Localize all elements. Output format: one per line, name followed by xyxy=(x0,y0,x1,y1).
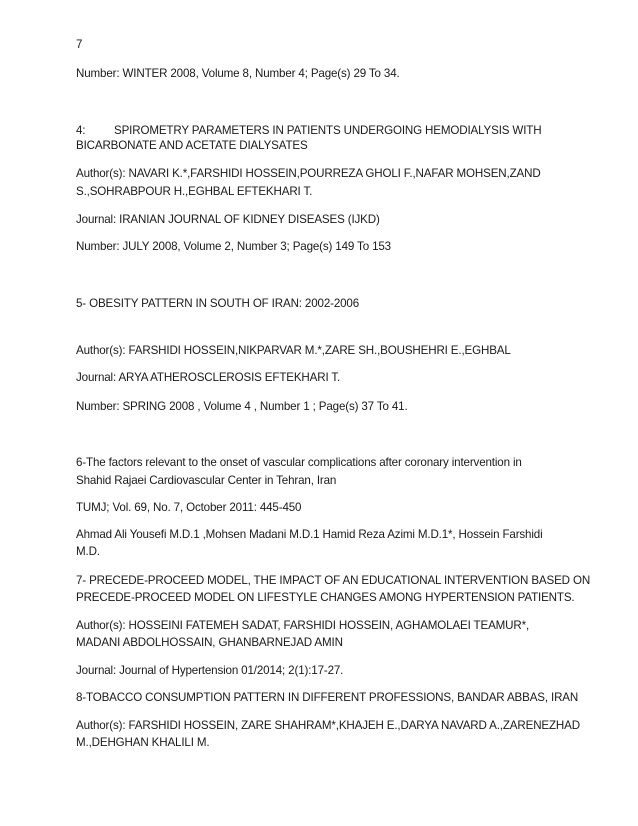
entry8-authors-line2: M.,DEHGHAN KHALILI M. xyxy=(76,736,210,749)
entry6-authors-line1: Ahmad Ali Yousefi M.D.1 ,Mohsen Madani M.D.1 Hamid Reza Azimi M.D.1*, Hossein Farshidi xyxy=(76,528,543,541)
entry7-journal: Journal: Journal of Hypertension 01/2014; 2(1):17-27. xyxy=(76,664,344,677)
entry3-number: Number: WINTER 2008, Volume 8, Number 4; Page(s) 29 To 34. xyxy=(76,67,400,80)
entry4-title-line1 xyxy=(76,124,541,138)
entry4-number: Number: JULY 2008, Volume 2, Number 3; Page(s) 149 To 153 xyxy=(76,240,391,253)
entry5-authors: Author(s): FARSHIDI HOSSEIN,NIKPARVAR M.*,ZARE SH.,BOUSHEHRI E.,EGHBAL xyxy=(76,344,511,357)
entry7-authors-line2: MADANI ABDOLHOSSAIN, GHANBARNEJAD AMIN xyxy=(76,636,343,649)
entry6-title-line2: Shahid Rajaei Cardiovascular Center in Tehran, Iran xyxy=(76,474,337,487)
page-number: 7 xyxy=(76,38,83,51)
entry4-journal: Journal: IRANIAN JOURNAL OF KIDNEY DISEASES (IJKD) xyxy=(76,213,380,226)
entry6-title-line1: 6-The factors relevant to the onset of vascular complications after coronary intervention in xyxy=(76,456,522,469)
entry7-authors-line1: Author(s): HOSSEINI FATEMEH SADAT, FARSHIDI HOSSEIN, AGHAMOLAEI TEAMUR*, xyxy=(76,619,530,632)
entry6-authors-line2: M.D. xyxy=(76,545,100,558)
entry4-authors-line1: Author(s): NAVARI K.*,FARSHIDI HOSSEIN,POURREZA GHOLI F.,NAFAR MOHSEN,ZAND xyxy=(76,167,541,180)
entry5-title: 5- OBESITY PATTERN IN SOUTH OF IRAN: 2002-2006 xyxy=(76,297,360,310)
entry4-title-text: SPIROMETRY PARAMETERS IN PATIENTS UNDERGOING HEMODIALYSIS WITH xyxy=(114,124,542,137)
entry4-title-line2: BICARBONATE AND ACETATE DIALYSATES xyxy=(76,139,308,152)
entry7-title-line1: 7- PRECEDE-PROCEED MODEL, THE IMPACT OF AN EDUCATIONAL INTERVENTION BASED ON xyxy=(76,574,591,587)
entry6-citation: TUMJ; Vol. 69, No. 7, October 2011: 445-450 xyxy=(76,501,302,514)
entry7-title-line2: PRECEDE-PROCEED MODEL ON LIFESTYLE CHANGES AMONG HYPERTENSION PATIENTS. xyxy=(76,591,575,604)
entry5-number: Number: SPRING 2008 , Volume 4 , Number 1 ; Page(s) 37 To 41. xyxy=(76,400,408,413)
entry4-authors-line2: S.,SOHRABPOUR H.,EGHBAL EFTEKHARI T. xyxy=(76,185,313,198)
entry8-authors-line1: Author(s): FARSHIDI HOSSEIN, ZARE SHAHRAM*,KHAJEH E.,DARYA NAVARD A.,ZARENEZHAD xyxy=(76,719,580,732)
entry4-index: 4: xyxy=(76,124,86,137)
entry8-title: 8-TOBACCO CONSUMPTION PATTERN IN DIFFERENT PROFESSIONS, BANDAR ABBAS, IRAN xyxy=(76,691,579,704)
entry5-journal: Journal: ARYA ATHEROSCLEROSIS EFTEKHARI T. xyxy=(76,371,341,384)
